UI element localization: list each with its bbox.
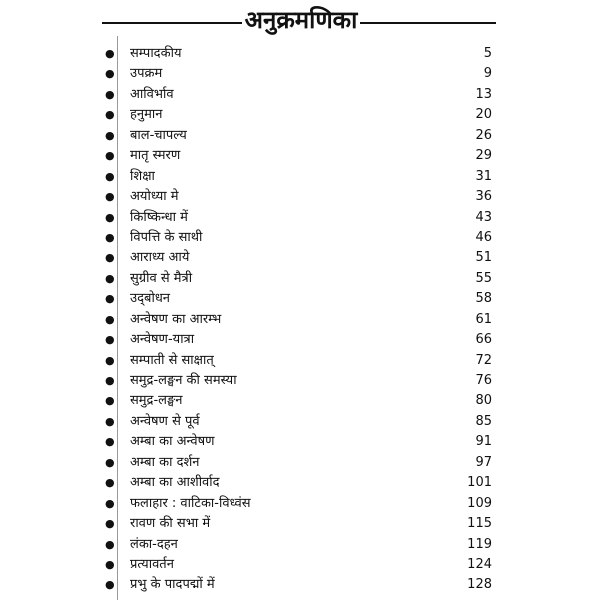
bullet-icon: ● [105, 537, 115, 551]
bullet-icon: ● [105, 435, 115, 449]
bullet-icon: ● [105, 210, 115, 224]
toc-list [0, 44, 600, 596]
toc-entry [0, 555, 600, 575]
page-title: अनुक्रमणिका [242, 0, 360, 40]
toc-entry [0, 289, 600, 309]
toc-entry-page: 31 [475, 168, 492, 184]
toc-entry [0, 432, 600, 452]
bullet-icon: ● [105, 353, 115, 367]
toc-entry-label: उद्‌बोधन [130, 291, 171, 307]
toc-entry [0, 85, 600, 105]
toc-entry-label: अम्बा का आशीर्वाद [130, 475, 220, 491]
bullet-icon: ● [105, 455, 115, 469]
toc-entry-label: सम्पादकीय [130, 46, 182, 61]
toc-entry-page: 9 [483, 66, 492, 82]
toc-entry-page: 119 [467, 536, 492, 552]
toc-entry-page: 20 [475, 107, 492, 123]
toc-entry [0, 167, 600, 187]
toc-entry-page: 58 [475, 291, 492, 307]
bullet-icon: ● [105, 578, 115, 592]
toc-entry-label: उपक्रम [130, 66, 163, 82]
toc-entry [0, 575, 600, 595]
toc-entry-page: 61 [475, 311, 492, 327]
bullet-icon: ● [105, 108, 115, 122]
toc-entry-label: मातृ स्मरण [130, 148, 181, 164]
toc-entry-page: 29 [475, 148, 492, 164]
toc-entry-label: अम्बा का अन्वेषण [130, 434, 215, 450]
toc-entry-page: 80 [475, 393, 492, 409]
bullet-icon: ● [105, 230, 115, 244]
toc-entry [0, 330, 600, 350]
bullet-icon: ● [105, 169, 115, 183]
toc-entry [0, 228, 600, 248]
toc-entry-label: लंका-दहन [130, 536, 178, 552]
toc-entry [0, 269, 600, 289]
toc-header [0, 0, 600, 44]
toc-entry-label: रावण की सभा में [130, 516, 211, 532]
toc-entry-label: प्रभु के पादपद्मों में [130, 577, 215, 593]
title-rule-left [102, 22, 242, 24]
toc-entry-label: विपत्ति के साथी [130, 229, 203, 245]
toc-entry [0, 412, 600, 432]
toc-entry [0, 371, 600, 391]
toc-entry-label: सम्पाती से साक्षात् [130, 352, 214, 368]
bullet-icon: ● [105, 67, 115, 81]
toc-entry [0, 453, 600, 473]
toc-entry [0, 126, 600, 146]
toc-entry-label: शिक्षा [130, 168, 155, 184]
bullet-icon: ● [105, 271, 115, 285]
toc-entry [0, 187, 600, 207]
bullet-icon: ● [105, 87, 115, 101]
toc-entry [0, 248, 600, 268]
toc-entry-label: अन्वेषण-यात्रा [130, 332, 195, 348]
toc-entry-label: अम्बा का दर्शन [130, 454, 200, 470]
toc-entry-page: 55 [475, 270, 492, 286]
toc-entry [0, 494, 600, 514]
bullet-icon: ● [105, 374, 115, 387]
toc-entry [0, 514, 600, 534]
toc-entry-page: 124 [467, 556, 492, 572]
toc-entry-page: 72 [475, 352, 492, 368]
toc-entry-label: फलाहार : वाटिका-विध्वंस [130, 495, 251, 511]
toc-entry-page: 97 [475, 454, 492, 470]
toc-entry-label: सुग्रीव से मैत्री [130, 270, 193, 286]
toc-entry-page: 128 [467, 577, 492, 593]
toc-entry [0, 44, 600, 64]
bullet-icon: ● [105, 333, 115, 347]
bullet-icon: ● [105, 190, 115, 204]
toc-entry-label: बाल-चापल्य [130, 127, 187, 143]
bullet-icon: ● [105, 47, 115, 60]
bullet-icon: ● [105, 149, 115, 163]
bullet-icon: ● [105, 496, 115, 510]
toc-entry [0, 351, 600, 371]
toc-entry [0, 146, 600, 166]
toc-entry-page: 66 [475, 332, 492, 348]
toc-entry [0, 391, 600, 411]
toc-entry-label: अन्वेषण का आरम्भ [130, 311, 222, 327]
toc-entry [0, 208, 600, 228]
bullet-icon: ● [105, 251, 115, 265]
bullet-icon: ● [105, 394, 115, 408]
toc-entry-label: अन्वेषण से पूर्व [130, 413, 200, 429]
toc-entry-page: 43 [475, 209, 492, 225]
toc-entry-label: हनुमान [130, 107, 163, 123]
toc-entry-label: आविर्भाव [130, 86, 174, 102]
bullet-icon: ● [105, 292, 115, 306]
toc-entry [0, 105, 600, 125]
toc-entry-label: अयोध्या मे [130, 189, 179, 205]
bullet-icon: ● [105, 312, 115, 326]
bullet-icon: ● [105, 128, 115, 142]
toc-entry [0, 310, 600, 330]
toc-entry-page: 5 [483, 46, 492, 61]
toc-entry-page: 101 [467, 475, 492, 491]
toc-entry-page: 85 [475, 413, 492, 429]
toc-entry-label: समुद्र-लङ्घन [130, 393, 183, 409]
toc-entry-page: 76 [475, 373, 492, 388]
toc-entry-label: किष्किन्धा में [130, 209, 188, 225]
bullet-icon: ● [105, 517, 115, 531]
toc-entry-label: प्रत्यावर्तन [130, 556, 174, 572]
toc-entry-label: समुद्र-लङ्घन की समस्या [130, 373, 237, 388]
toc-entry-page: 51 [475, 250, 492, 266]
toc-entry-page: 13 [475, 86, 492, 102]
toc-entry-page: 46 [475, 229, 492, 245]
toc-entry-page: 91 [475, 434, 492, 450]
toc-entry [0, 64, 600, 84]
title-rule-right [360, 22, 496, 24]
bullet-icon: ● [105, 414, 115, 428]
toc-entry-page: 109 [467, 495, 492, 511]
toc-entry [0, 535, 600, 555]
toc-entry-page: 36 [475, 189, 492, 205]
toc-entry-page: 115 [467, 516, 492, 532]
bullet-icon: ● [105, 557, 115, 571]
toc-entry [0, 473, 600, 493]
toc-entry-page: 26 [475, 127, 492, 143]
bullet-icon: ● [105, 476, 115, 490]
toc-entry-label: आराध्य आये [130, 250, 190, 266]
